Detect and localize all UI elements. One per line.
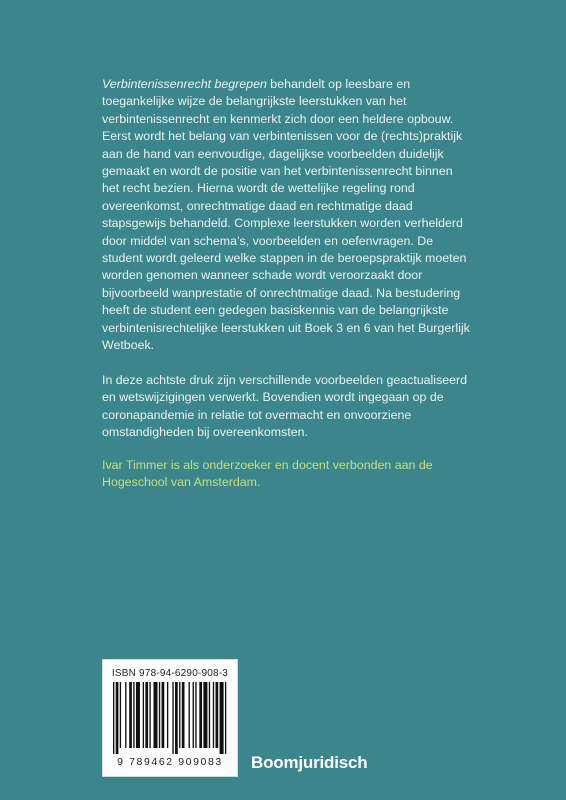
barcode-bar: [113, 682, 114, 754]
barcode-bar: [153, 682, 157, 748]
barcode-digits: 9 789462 909083: [117, 756, 223, 768]
barcode-bar: [143, 682, 144, 748]
blurb-paragraph-1: [102, 76, 470, 355]
barcode-bar: [133, 682, 134, 748]
barcode-bar: [145, 682, 148, 748]
barcode-bar: [167, 682, 168, 748]
isbn-barcode: [102, 659, 238, 777]
barcode-bar: [189, 682, 190, 748]
barcode-bar: [203, 682, 207, 748]
barcode-bar: [175, 682, 178, 754]
barcode-bar: [213, 682, 214, 748]
barcode-bar: [159, 682, 160, 748]
barcode-bar: [193, 682, 194, 748]
barcode-bar: [220, 682, 224, 754]
blurb-paragraph-1-text: behandelt op leesbare en toegankelijke wijze de belangrijkste leerstukken van het verbintenissenrecht en kenmerkt zich door een heldere opbouw. Eerst wordt het belang van verbintenissen voor de (rechts)praktijk aan de hand van eenvoudige, dagelijkse voorbeelden duidelijk gemaakt en wordt de positie van het verbintenissenrecht binnen het recht bezien. Hierna wordt de wettelijke regeling rond overeenkomst, onrechtmatige daad en rechtmatige daad stapsgewijs behandeld. Complexe leerstukken worden verhelderd door middel van schema’s, voorbeelden en oefenvragen. De student wordt geleerd welke stappen in de beroepspraktijk moeten worden genomen wanneer schade wordt veroorzaakt door bijvoorbeeld wanprestatie of onrechtmatige daad. Na bestudering heeft de student een gedegen basiskennis van de belangrijkste verbintenisrechtelijke leerstukken uit Boek 3 en 6 van het Burgerlijk Wetboek.: [102, 77, 470, 353]
publisher-logo: Boomjuridisch: [251, 753, 368, 772]
barcode-bar: [129, 682, 132, 748]
barcode-bar: [179, 682, 180, 748]
barcode-bar: [125, 682, 126, 748]
blurb-text: [102, 76, 470, 442]
barcode-bar: [195, 682, 196, 748]
barcode-bar: [209, 682, 210, 748]
barcode-bar: [149, 682, 150, 748]
blurb-paragraph-2: In deze achtste druk zijn verschillende voorbeelden geactualiseerd en wetswijzigingen verwerkt. Bovendien wordt ingegaan op de coronapandemie in relatie tot overmacht en onvoorziene omstandigheden bij overeenkomsten.: [102, 372, 468, 440]
barcode-bar: [162, 682, 165, 748]
barcode-bars: [113, 682, 229, 754]
isbn-label: ISBN 978-94-6290-908-3: [111, 668, 229, 679]
barcode-bar: [172, 682, 173, 754]
barcode-bar: [199, 682, 202, 748]
author-bio: Ivar Timmer is als onderzoeker en docent verbonden aan de Hogeschool van Amsterdam.: [102, 458, 433, 490]
barcode-bar: [182, 682, 185, 748]
barcode-bar: [116, 682, 119, 754]
barcode-bar: [136, 682, 140, 748]
barcode-bar: [120, 682, 121, 748]
barcode-bar: [216, 682, 219, 748]
barcode-bar: [225, 682, 226, 754]
book-title-italic: Verbintenissenrecht begrepen: [102, 77, 267, 91]
